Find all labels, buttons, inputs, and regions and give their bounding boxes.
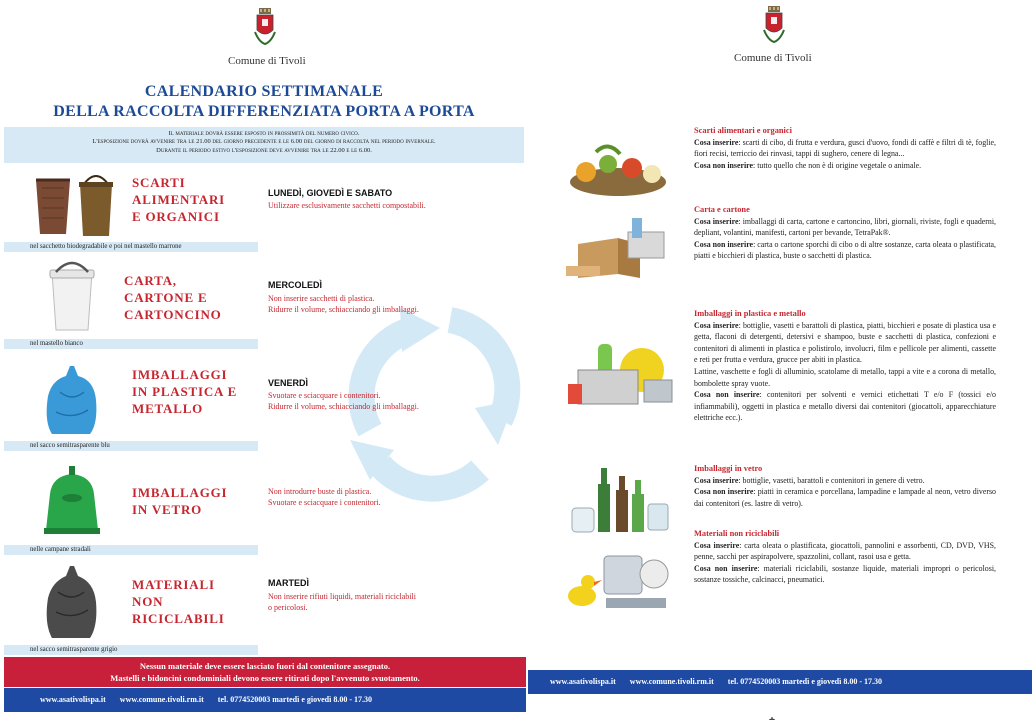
collection-row-residual xyxy=(2,560,526,650)
collection-day: MERCOLEDÌ xyxy=(268,280,322,290)
entry-text: : carta oleata o plastificata, giocattoli, pannolini e assorbenti, CD, DVD, VHS, penne, sacchi per aspirapolvere, spazzolini, collant, rasoi usa e getta. xyxy=(694,540,996,562)
note-line: Ridurre il volume, schiacciando gli imballaggi. xyxy=(268,305,419,314)
entry-text: : bottiglie, vasetti, barattoli e contenitori in genere di vetro. xyxy=(738,475,925,485)
entry-label: Cosa inserire xyxy=(694,540,740,550)
entry-text: : contenitori per solventi e vernici etichettati T e/o F (tossici e/o infiammabili), oggetti in plastica e metallo diversi dai contenitori (giocattoli, apparecchiature elettriche ecc.). xyxy=(694,390,996,423)
collection-notes xyxy=(268,293,508,315)
entry-label: Cosa inserire xyxy=(694,216,739,226)
non-recyclable-image xyxy=(558,544,678,614)
entry-text: : piatti in ceramica e porcellana, lampadine e lampade al neon, vetro diverso dai contenitori (es. lastre di vetro). xyxy=(694,487,997,508)
entry-label: Cosa non inserire xyxy=(694,160,754,170)
entry-title: Carta e cartone xyxy=(694,205,750,214)
entry-label: Cosa non inserire xyxy=(694,487,754,497)
municipal-crest-icon xyxy=(762,6,786,44)
collection-notes xyxy=(268,591,508,613)
food-waste-image xyxy=(558,132,678,202)
blue-bag-image xyxy=(22,362,122,438)
collection-row-paper xyxy=(2,256,526,342)
warning-line: Nessun materiale deve essere lasciato fuori dal contenitore assegnato. xyxy=(139,661,391,671)
page-title xyxy=(0,82,528,122)
website-link[interactable]: www.comune.tivoli.rm.it xyxy=(629,677,714,686)
website-link[interactable]: www.asativolispa.it xyxy=(550,677,616,686)
entry-line xyxy=(694,216,996,239)
entry-text: : bottiglie, vasetti e barattoli di plastica, piatti, bicchieri e posate di plastica usa e getta, flaconi di detergenti, detersivi e shampoo, buste e sacchetti di plastica, confezioni e contenitori di alimenti in plastica e polistirolo, involucri, film e pellicole per alimenti, cassette e reti per frutta e verdura, grucce per abiti in plastica. xyxy=(694,320,996,365)
note-line: Non inserire sacchetti di plastica. xyxy=(268,294,375,303)
container-caption: nel sacchetto biodegradabile e poi nel mastello marrone xyxy=(4,242,258,252)
collection-notes xyxy=(268,390,508,412)
contact-bar-right xyxy=(528,670,1032,694)
phone-info: tel. 0774520003 martedì e giovedì 8.00 - 17.30 xyxy=(727,677,882,686)
note-line: Non inserire rifiuti liquidi, materiali riciclabili xyxy=(268,592,416,601)
entry-text: Lattine, vaschette e fogli di alluminio, scatolame di metallo, tappi a vite e a corona di metallo, bombolette spray vuote. xyxy=(694,366,996,388)
entry-text: : carta o cartone sporchi di cibo o di altre sostanze, carta oleata o plastificata, piatti e bicchieri di plastica, buste o sacchetti di plastica. xyxy=(694,239,996,261)
entry-title: Materiali non riciclabili xyxy=(694,529,780,538)
collection-day: VENERDÌ xyxy=(268,378,309,388)
entry-label: Cosa inserire xyxy=(694,475,739,485)
comune-label: Comune di Tivoli xyxy=(734,52,812,64)
container-caption: nelle campane stradali xyxy=(4,545,258,555)
municipal-crest-icon xyxy=(253,8,277,46)
note-line: Svuotare e sciacquare i contenitori. xyxy=(268,498,381,507)
category-name: IMBALLAGGI IN VETRO xyxy=(132,485,228,517)
green-bell-image xyxy=(22,464,122,540)
entry-label: Cosa inserire xyxy=(694,320,739,330)
entry-label: Cosa non inserire xyxy=(694,239,754,249)
entry-line xyxy=(694,486,996,509)
category-name: MATERIALI NON RICICLABILI xyxy=(132,577,225,626)
note-line: Ridurre il volume, schiacciando gli imballaggi. xyxy=(268,402,419,411)
material-entry-organic xyxy=(694,125,996,171)
entry-line xyxy=(694,320,996,366)
warning-line: Mastelli e bidoncini condominiali devono essere ritirati dopo l'avvenuto svuotamento. xyxy=(110,673,420,683)
entry-text: : tutto quello che non è di origine vegetale o animale. xyxy=(753,160,922,170)
entry-line xyxy=(694,137,996,160)
collection-row-plastic xyxy=(2,354,526,440)
entry-text: : imballaggi di carta, cartone e cartoncino, libri, giornali, riviste, fogli e quaderni, depliant, volantini, manifesti, cartoni per bevande, TetraPak®. xyxy=(694,216,997,238)
entry-title: Imballaggi in plastica e metallo xyxy=(694,309,806,318)
collection-day: LUNEDÌ, GIOVEDÌ E SABATO xyxy=(268,188,393,198)
material-entry-plastic xyxy=(694,308,996,424)
container-caption: nel sacco semitrasparente blu xyxy=(4,441,258,451)
intro-line: Il materiale dovrà essere esposto in prossimità del numero civico. xyxy=(168,130,360,137)
comune-label: Comune di Tivoli xyxy=(228,55,306,67)
category-name: IMBALLAGGI IN PLASTICA E METALLO xyxy=(132,367,238,416)
entry-title: Imballaggi in vetro xyxy=(694,464,763,473)
category-name: CARTA, CARTONE E CARTONCINO xyxy=(124,273,222,322)
materials-panel xyxy=(528,0,1032,720)
white-bin-image xyxy=(22,258,122,334)
collection-notes xyxy=(268,486,508,508)
brown-bins-image xyxy=(22,168,122,244)
material-entry-glass xyxy=(694,463,996,509)
note-line: Utilizzare esclusivamente sacchetti compostabili. xyxy=(268,201,426,210)
note-line: Non introdurre buste di plastica. xyxy=(268,487,372,496)
entry-line xyxy=(694,540,996,563)
paper-cardboard-image xyxy=(558,214,678,284)
collection-row-glass xyxy=(2,456,526,544)
container-caption: nel mastello bianco xyxy=(4,339,258,349)
phone-info: tel. 0774520003 martedì e giovedì 8.00 - 17.30 xyxy=(217,695,372,704)
category-name: SCARTI ALIMENTARI E ORGANICI xyxy=(132,175,225,224)
entry-line xyxy=(694,475,996,487)
entry-line xyxy=(694,366,996,389)
intro-line: L'esposizione dovrà avvenire tra le 21.00 del giorno precedente e le 6.00 del giorno di raccolta nel periodo invernale. xyxy=(92,138,436,146)
note-line: o pericolosi. xyxy=(268,603,308,612)
website-link[interactable]: www.comune.tivoli.rm.it xyxy=(119,695,204,704)
glass-image xyxy=(558,464,678,534)
collection-day: MARTEDÌ xyxy=(268,578,309,588)
entry-line xyxy=(694,239,996,262)
material-entry-residual xyxy=(694,528,996,586)
entry-line xyxy=(694,160,996,172)
plastic-metal-image xyxy=(558,340,678,410)
title-line-1: CALENDARIO SETTIMANALE xyxy=(144,83,384,100)
website-link[interactable]: www.asativolispa.it xyxy=(40,695,106,704)
entry-line xyxy=(694,389,996,424)
material-entry-paper xyxy=(694,204,996,262)
entry-title: Scarti alimentari e organici xyxy=(694,126,792,135)
entry-label: Cosa non inserire xyxy=(694,563,758,573)
note-line: Svuotare e sciacquare i contenitori. xyxy=(268,391,381,400)
entry-text: : scarti di cibo, di frutta e verdura, gusci d'uovo, fondi di caffè e filtri di tè, foglie, fiori recisi, terriccio dei rinvasi, tappi di sughero, cenere di legna... xyxy=(694,137,996,159)
title-line-2: DELLA RACCOLTA DIFFERENZIATA PORTA A PORTA xyxy=(53,103,475,120)
collection-notes xyxy=(268,200,508,211)
entry-label: Cosa inserire xyxy=(694,137,739,147)
container-caption: nel sacco semitrasparente grigio xyxy=(4,645,258,655)
registration-mark-icon xyxy=(766,712,778,720)
entry-label: Cosa non inserire xyxy=(694,390,760,400)
grey-bag-image xyxy=(22,564,122,640)
intro-line: Durante il periodo estivo l'esposizione deve avvenire tra le 22.00 e le 6.00. xyxy=(156,146,372,154)
exposure-rules xyxy=(4,127,524,163)
warning-banner xyxy=(4,657,526,687)
entry-line xyxy=(694,563,996,586)
contact-bar-left xyxy=(4,688,526,712)
entry-text: : materiali riciclabili, sostanze liquide, materiali impropri o pericolosi, sostanze tossiche, calcinacci, pneumatici. xyxy=(694,563,996,585)
